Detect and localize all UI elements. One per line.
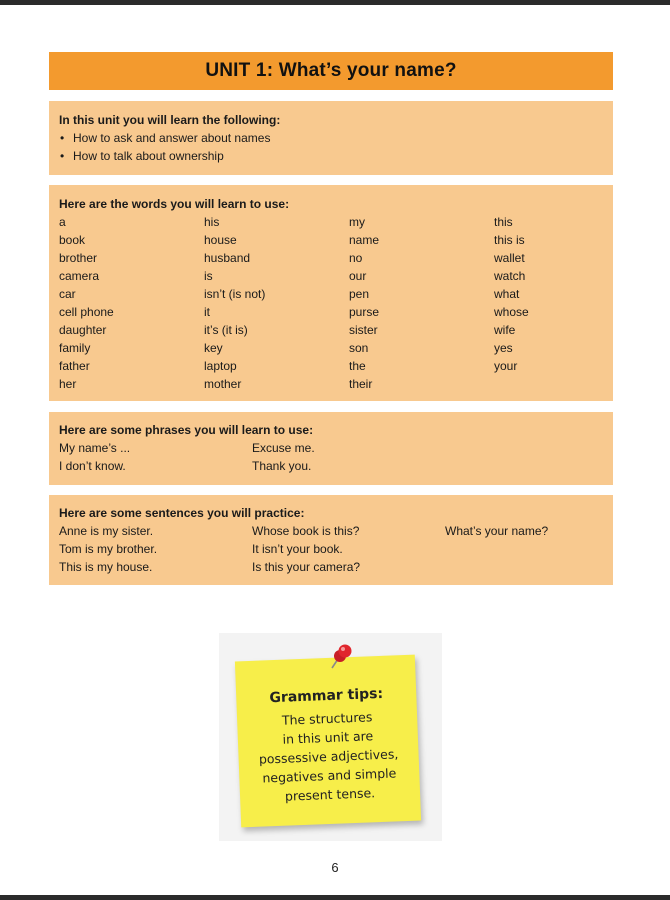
- note-line: The structures: [281, 709, 373, 728]
- note-line: present tense.: [284, 785, 376, 804]
- phrases-heading: Here are some phrases you will learn to use:: [59, 423, 314, 437]
- vocab-word: wallet: [494, 251, 525, 265]
- words-box: [49, 185, 613, 401]
- vocab-word: her: [59, 377, 77, 391]
- sentence: [445, 540, 615, 558]
- vocab-word: pen: [349, 287, 370, 301]
- phrase: I don’t know.: [59, 459, 126, 473]
- page-number: 6: [331, 860, 339, 875]
- phrases-grid: [59, 439, 603, 475]
- vocab-word: father: [59, 359, 90, 373]
- vocab-word: daughter: [59, 323, 107, 337]
- pushpin-icon: [326, 642, 356, 672]
- vocab-word: husband: [204, 251, 251, 265]
- words-grid: [59, 213, 603, 393]
- note-body: [237, 706, 421, 808]
- learn-box: [49, 101, 613, 175]
- words-heading: Here are the words you will learn to use:: [59, 197, 290, 211]
- list-item: [59, 147, 603, 165]
- vocab-word: son: [349, 341, 369, 355]
- phrase: My name’s ...: [59, 441, 131, 455]
- vocab-word: book: [59, 233, 86, 247]
- vocab-word: yes: [494, 341, 513, 355]
- sentence: Anne is my sister.: [59, 524, 154, 538]
- bullet-icon: •: [60, 149, 65, 163]
- grammar-tips-note: [235, 655, 421, 828]
- sentences-heading: Here are some sentences you will practice:: [59, 506, 305, 520]
- vocab-word: wife: [494, 323, 516, 337]
- vocab-word: his: [204, 215, 220, 229]
- vocab-word: brother: [59, 251, 98, 265]
- list-item: [59, 129, 603, 147]
- vocab-word: it’s (it is): [204, 323, 248, 337]
- vocab-word: purse: [349, 305, 380, 319]
- vocab-word: [494, 375, 614, 393]
- vocab-word: watch: [494, 269, 526, 283]
- learn-list: [59, 129, 603, 165]
- top-rule: [0, 0, 670, 5]
- vocab-word: your: [494, 359, 518, 373]
- list-item-text: How to ask and answer about names: [73, 131, 271, 145]
- sentences-grid: [59, 522, 603, 576]
- note-line: possessive adjectives,: [258, 746, 399, 767]
- vocab-word: what: [494, 287, 520, 301]
- sentence: [445, 558, 615, 576]
- phrase: Excuse me.: [252, 441, 315, 455]
- note-title: Grammar tips:: [269, 685, 384, 707]
- vocab-word: it: [204, 305, 210, 319]
- vocab-word: whose: [494, 305, 529, 319]
- vocab-word: this is: [494, 233, 525, 247]
- phrase: Thank you.: [252, 459, 312, 473]
- vocab-word: laptop: [204, 359, 237, 373]
- vocab-word: sister: [349, 323, 378, 337]
- unit-title-bar: [49, 52, 613, 90]
- note-line: in this unit are: [282, 728, 374, 747]
- vocab-word: a: [59, 215, 66, 229]
- vocab-word: my: [349, 215, 365, 229]
- vocab-word: camera: [59, 269, 100, 283]
- phrases-box: [49, 412, 613, 485]
- vocab-word: name: [349, 233, 380, 247]
- sentence: Tom is my brother.: [59, 542, 158, 556]
- vocab-word: our: [349, 269, 367, 283]
- vocab-word: this: [494, 215, 513, 229]
- sentence: What’s your name?: [445, 524, 549, 538]
- note-line: negatives and simple: [262, 765, 397, 786]
- sentence: Whose book is this?: [252, 524, 360, 538]
- sentence: Is this your camera?: [252, 560, 361, 574]
- vocab-word: mother: [204, 377, 242, 391]
- vocab-word: family: [59, 341, 91, 355]
- sentence: It isn’t your book.: [252, 542, 343, 556]
- vocab-word: the: [349, 359, 366, 373]
- vocab-word: car: [59, 287, 76, 301]
- list-item-text: How to talk about ownership: [73, 149, 224, 163]
- bullet-icon: •: [60, 131, 65, 145]
- sentences-box: [49, 495, 613, 585]
- vocab-word: cell phone: [59, 305, 114, 319]
- vocab-word: their: [349, 377, 373, 391]
- learn-heading: In this unit you will learn the following:: [59, 113, 281, 127]
- vocab-word: house: [204, 233, 237, 247]
- bottom-rule: [0, 895, 670, 900]
- vocab-word: is: [204, 269, 213, 283]
- vocab-word: isn’t (is not): [204, 287, 266, 301]
- vocab-word: no: [349, 251, 363, 265]
- sentence: This is my house.: [59, 560, 153, 574]
- unit-title: UNIT 1: What’s your name?: [205, 60, 457, 81]
- vocab-word: key: [204, 341, 223, 355]
